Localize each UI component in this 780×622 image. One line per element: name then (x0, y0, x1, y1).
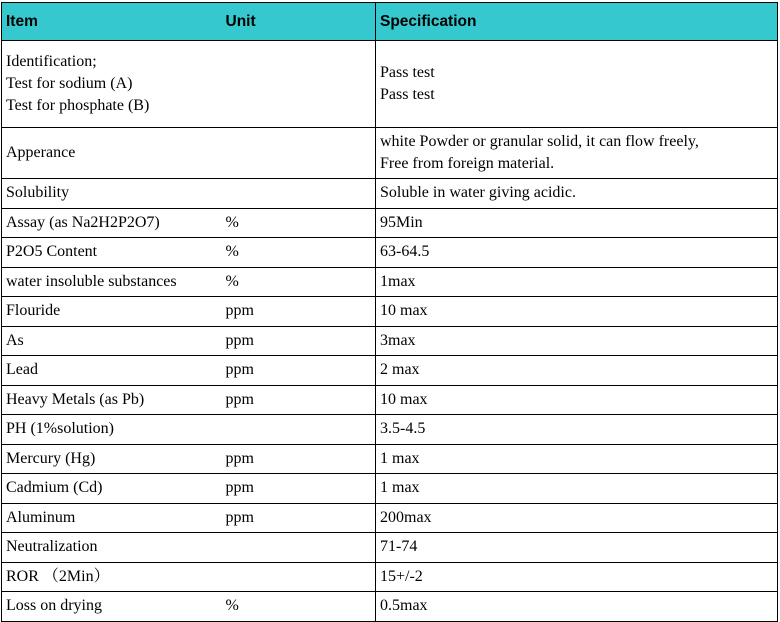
specification-cell: 3.5-4.5 (376, 415, 778, 445)
unit-cell: ppm (224, 356, 376, 386)
item-cell: ROR （2Min） (2, 562, 224, 592)
specification-cell: 0.5max (376, 592, 778, 622)
column-header-item: Item (2, 3, 224, 41)
unit-cell (224, 41, 376, 128)
specification-table (1, 2, 778, 622)
table-row (2, 238, 778, 268)
specification-cell: 1 max (376, 444, 778, 474)
table-row (2, 474, 778, 504)
item-cell: Cadmium (Cd) (2, 474, 224, 504)
table-row (2, 297, 778, 327)
unit-cell: % (224, 592, 376, 622)
table-row (2, 41, 778, 128)
specification-cell: 3max (376, 326, 778, 356)
table-row (2, 179, 778, 209)
specification-cell: 1max (376, 267, 778, 297)
specification-cell: 200max (376, 503, 778, 533)
unit-cell: % (224, 238, 376, 268)
table-row (2, 267, 778, 297)
item-cell: Neutralization (2, 533, 224, 563)
specification-cell: 95Min (376, 208, 778, 238)
item-cell: As (2, 326, 224, 356)
unit-cell (224, 179, 376, 209)
specification-cell: 15+/-2 (376, 562, 778, 592)
item-cell: Aluminum (2, 503, 224, 533)
specification-cell: 71-74 (376, 533, 778, 563)
unit-cell: % (224, 208, 376, 238)
item-cell: Loss on drying (2, 592, 224, 622)
column-header-specification: Specification (376, 3, 778, 41)
item-cell: PH (1%solution) (2, 415, 224, 445)
specification-cell: white Powder or granular solid, it can flow freely, Free from foreign material. (376, 128, 778, 179)
unit-cell: ppm (224, 326, 376, 356)
item-cell: Assay (as Na2H2P2O7) (2, 208, 224, 238)
table-row (2, 356, 778, 386)
unit-cell (224, 415, 376, 445)
specification-cell: Soluble in water giving acidic. (376, 179, 778, 209)
item-cell: Heavy Metals (as Pb) (2, 385, 224, 415)
item-cell: P2O5 Content (2, 238, 224, 268)
item-cell: Flouride (2, 297, 224, 327)
specification-cell: 10 max (376, 385, 778, 415)
unit-cell: ppm (224, 444, 376, 474)
table-row (2, 385, 778, 415)
unit-cell: ppm (224, 297, 376, 327)
specification-cell: 63-64.5 (376, 238, 778, 268)
table-row (2, 128, 778, 179)
item-cell: Apperance (2, 128, 224, 179)
unit-cell: % (224, 267, 376, 297)
table-header-row (2, 3, 778, 41)
item-cell: Mercury (Hg) (2, 444, 224, 474)
specification-cell: 10 max (376, 297, 778, 327)
specification-cell: 2 max (376, 356, 778, 386)
unit-cell (224, 128, 376, 179)
table-row (2, 444, 778, 474)
unit-cell (224, 562, 376, 592)
table-row (2, 562, 778, 592)
unit-cell (224, 533, 376, 563)
table-row (2, 592, 778, 622)
table-row (2, 415, 778, 445)
specification-cell: 1 max (376, 474, 778, 504)
specification-cell: Pass test Pass test (376, 41, 778, 128)
item-cell: Lead (2, 356, 224, 386)
item-cell: Solubility (2, 179, 224, 209)
table-row (2, 533, 778, 563)
item-cell: water insoluble substances (2, 267, 224, 297)
table-row (2, 208, 778, 238)
table-row (2, 326, 778, 356)
unit-cell: ppm (224, 474, 376, 504)
unit-cell: ppm (224, 503, 376, 533)
item-cell: Identification; Test for sodium (A) Test for phosphate (B) (2, 41, 224, 128)
unit-cell: ppm (224, 385, 376, 415)
table-row (2, 503, 778, 533)
column-header-unit: Unit (224, 3, 376, 41)
